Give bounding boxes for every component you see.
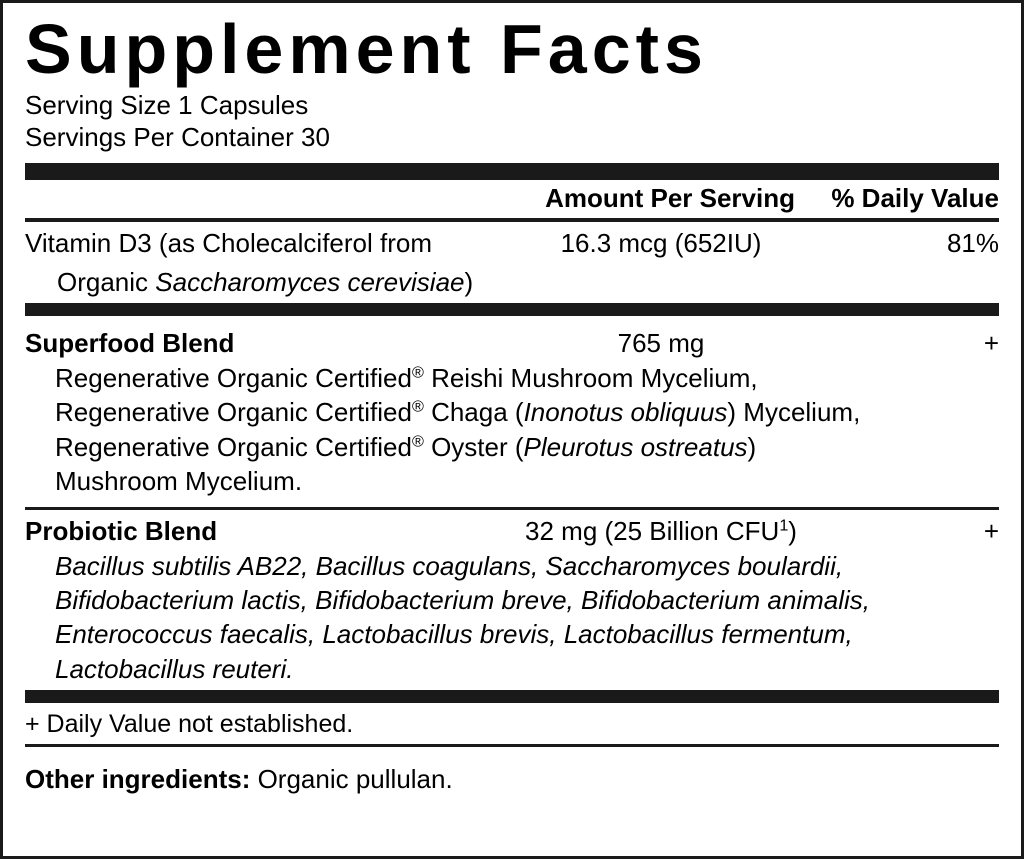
superfood-line3-species: Pleurotus ostreatus [523,431,748,462]
probiotic-ingredient-line-4: Lactobacillus reuteri. [55,653,294,684]
probiotic-blend-name: Probiotic Blend [25,516,218,547]
probiotic-amount-suffix: ) [788,516,797,547]
servings-per-container-text: Servings Per Container 30 [25,122,330,153]
divider-thick-top [25,163,999,180]
vitamin-d3-amount: 16.3 mcg (652IU) [560,228,762,258]
superfood-line2-mid: Chaga ( [423,397,524,428]
superfood-ingredient-line-1 [55,361,999,396]
vitamin-d3-paren-close: ) [464,266,474,297]
probiotic-blend-daily-value: + [983,516,999,547]
page-title: Supplement Facts [25,10,708,88]
vitamin-d3-organic-prefix: Organic [57,266,156,297]
superfood-line3-text: Regenerative Organic Certified [55,431,412,462]
vitamin-d3-name-line2-row [25,261,999,300]
registered-mark-icon: ® [411,432,424,451]
registered-mark-icon: ® [411,363,424,382]
probiotic-blend-amount [511,514,811,549]
superfood-line3-rest: ) [747,431,757,462]
table-row-probiotic-blend [25,510,999,549]
probiotic-ingredient-line-3: Enterococcus faecalis, Lactobacillus brevis, Lactobacillus fermentum, [55,619,853,650]
divider-thick-bottom [25,690,999,703]
header-percent-daily-value: % Daily Value [831,183,999,213]
superfood-ingredient-line-4: Mushroom Mycelium. [55,466,303,497]
header-amount-per-serving: Amount Per Serving [545,183,795,213]
vitamin-d3-name-line2 [25,265,999,300]
superfood-line2-text: Regenerative Organic Certified [55,397,412,428]
supplement-facts-content [25,10,999,797]
superfood-ingredient-line-2 [55,395,999,430]
serving-size-text: Serving Size 1 Capsules [25,89,309,120]
superfood-blend-daily-value: + [983,328,999,359]
daily-value-footnote: + Daily Value not established. [25,709,354,738]
superfood-line1-rest: Reishi Mushroom Mycelium, [423,362,758,393]
table-row-vitamin-d3 [25,222,999,261]
other-ingredients [25,747,999,797]
vitamin-d3-daily-value: 81% [946,228,999,258]
vitamin-d3-species-italic: Saccharomyces cerevisiae [155,266,465,297]
other-ingredients-value: Organic pullulan. [250,764,453,795]
probiotic-ingredient-line-1: Bacillus subtilis AB22, Bacillus coagulans, Saccharomyces boulardii, [55,550,844,581]
registered-mark-icon: ® [411,397,424,416]
table-row-superfood-blend [25,322,999,361]
column-headers [25,180,999,218]
divider-thick-middle [25,303,999,316]
superfood-line2-rest: ) Mycelium, [727,397,861,428]
superfood-ingredient-line-3 [55,430,999,465]
superfood-blend-name: Superfood Blend [25,328,235,359]
superfood-line1-text: Regenerative Organic Certified [55,362,412,393]
probiotic-ingredient-line-2: Bifidobacterium lactis, Bifidobacterium breve, Bifidobacterium animalis, [55,584,871,615]
superfood-blend-amount: 765 mg [617,328,705,359]
probiotic-amount-prefix: 32 mg (25 Billion CFU [525,516,780,547]
footnote-marker-1: 1 [779,516,789,535]
superfood-blend-ingredients [25,361,999,499]
superfood-line3-mid: Oyster ( [423,431,524,462]
probiotic-blend-ingredients [25,549,999,686]
other-ingredients-label: Other ingredients: [25,764,251,795]
vitamin-d3-name-line1: Vitamin D3 (as Cholecalciferol from [25,228,432,258]
superfood-line2-species: Inonotus obliquus [523,397,728,428]
